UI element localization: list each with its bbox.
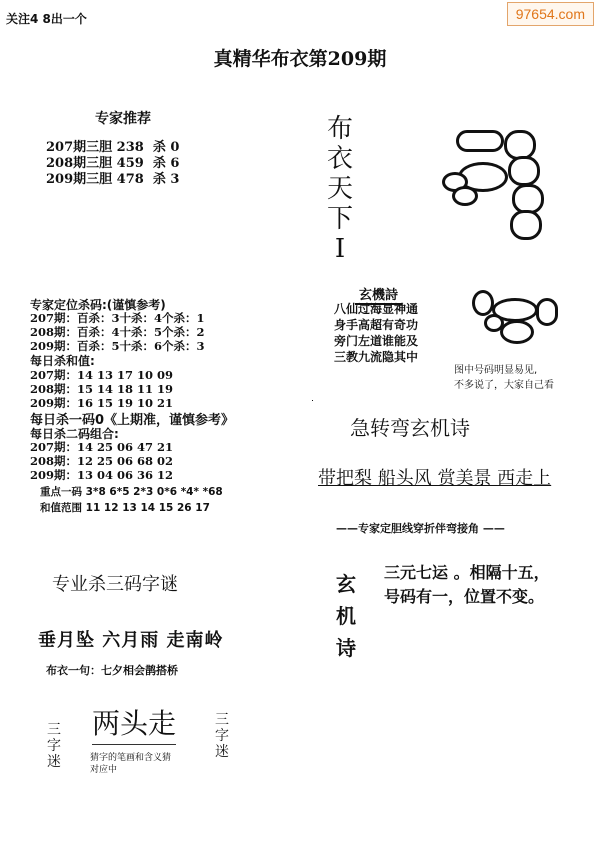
sum-line: 209期：16 15 19 10 21 bbox=[30, 396, 174, 410]
guess-hint: 猜字的笔画和含义猜 bbox=[90, 753, 172, 763]
page-title: 真精华布衣第209期 bbox=[213, 48, 387, 70]
recommend-line: 209期三胆 478 杀 3 bbox=[46, 172, 180, 187]
buyi-sentence: 布衣一句：七夕相会鹊搭桥 bbox=[46, 664, 178, 677]
san-yuan-line: 三元七运 。相隔十五， bbox=[384, 563, 550, 582]
xuan-ji-shi-vertical bbox=[332, 568, 360, 664]
top-note: 关注4 8出一个 bbox=[6, 12, 87, 26]
san-zi-mi-right bbox=[214, 712, 230, 760]
vertical-char: 字 bbox=[215, 728, 229, 744]
hint-text: 不多说了，大家自己看 bbox=[454, 380, 554, 391]
poem-line: 三教九流隐其中 bbox=[334, 350, 419, 364]
liang-tou-zou-title: 两头走 bbox=[92, 702, 176, 745]
two-code-line: 207期：14 25 06 47 21 bbox=[30, 440, 174, 454]
two-code-line: 209期：13 04 06 36 12 bbox=[30, 468, 174, 482]
vertical-char: 三 bbox=[215, 712, 229, 728]
kill-code-line: 209期：百杀：5十杀：6个杀：3 bbox=[30, 339, 205, 353]
sum-line: 207期：14 13 17 10 09 bbox=[30, 368, 174, 382]
divider bbox=[312, 400, 313, 401]
vertical-char: 玄 bbox=[336, 572, 356, 596]
poem-line: 身手高超有奇功 bbox=[334, 318, 419, 332]
vertical-char: 三 bbox=[47, 722, 61, 738]
sum-header: 每日杀和值: bbox=[30, 354, 95, 368]
riddle-words: 垂月坠 六月雨 走南岭 bbox=[38, 630, 224, 651]
title-char: 布 bbox=[326, 114, 353, 144]
two-code-header: 每日杀二码组合: bbox=[30, 427, 119, 441]
site-badge[interactable]: 97654.com bbox=[507, 2, 594, 26]
poem-line: 旁门左道谁能及 bbox=[334, 334, 419, 348]
hint-text: 图中号码明显易见, bbox=[454, 365, 538, 376]
kill-code-line: 207期：百杀：3十杀：4个杀：1 bbox=[30, 311, 205, 325]
poem-line: 八仙过海显神通 bbox=[334, 302, 419, 316]
recommend-line: 208期三胆 459 杀 6 bbox=[46, 156, 180, 171]
guess-hint: 对应中 bbox=[90, 765, 118, 775]
recommend-line: 207期三胆 238 杀 0 bbox=[46, 140, 180, 155]
expert-axis-line: ——专家定胆线穿折伴弯接角 —— bbox=[336, 522, 505, 535]
two-code-line: 208期：12 25 06 68 02 bbox=[30, 454, 174, 468]
sum-range-line: 和值范围 11 12 13 14 15 26 17 bbox=[40, 502, 210, 514]
dice-art-small bbox=[470, 284, 560, 354]
san-zi-mi-left bbox=[46, 722, 62, 770]
title-char: 天 bbox=[326, 174, 353, 204]
vertical-char: 诗 bbox=[336, 636, 356, 660]
key-code-line: 重点一码 3*8 6*5 2*3 0*6 *4* *68 bbox=[40, 486, 223, 498]
title-char: 下 bbox=[326, 204, 353, 234]
bu-yi-tian-xia-title bbox=[322, 114, 358, 264]
kill-code-line: 208期：百杀：4十杀：5个杀：2 bbox=[30, 325, 205, 339]
mystic-poem-title: 玄機詩 bbox=[355, 284, 402, 305]
vertical-char: 字 bbox=[47, 738, 61, 754]
vertical-char: 迷 bbox=[47, 754, 61, 770]
vertical-char: 机 bbox=[336, 604, 356, 628]
sum-line: 208期：15 14 18 11 19 bbox=[30, 382, 174, 396]
jizhuan-title: 急转弯玄机诗 bbox=[350, 416, 470, 440]
recommend-title: 专家推荐 bbox=[95, 111, 151, 127]
kill-code-header: 专家定位杀码:(谨慎参考) bbox=[30, 298, 166, 312]
title-char: 衣 bbox=[326, 144, 353, 174]
dice-art-large bbox=[432, 120, 552, 240]
pro-kill-title: 专业杀三码字谜 bbox=[52, 574, 178, 595]
dai-ba-line: 带把梨 船头风 赏美景 西走上 bbox=[318, 468, 552, 489]
hao-ma-line: 号码有一，位置不变。 bbox=[384, 587, 545, 606]
title-char: I bbox=[334, 234, 346, 264]
vertical-char: 迷 bbox=[215, 744, 229, 760]
one-code-header: 每日杀一码0《上期准，谨慎参考》 bbox=[30, 413, 235, 428]
